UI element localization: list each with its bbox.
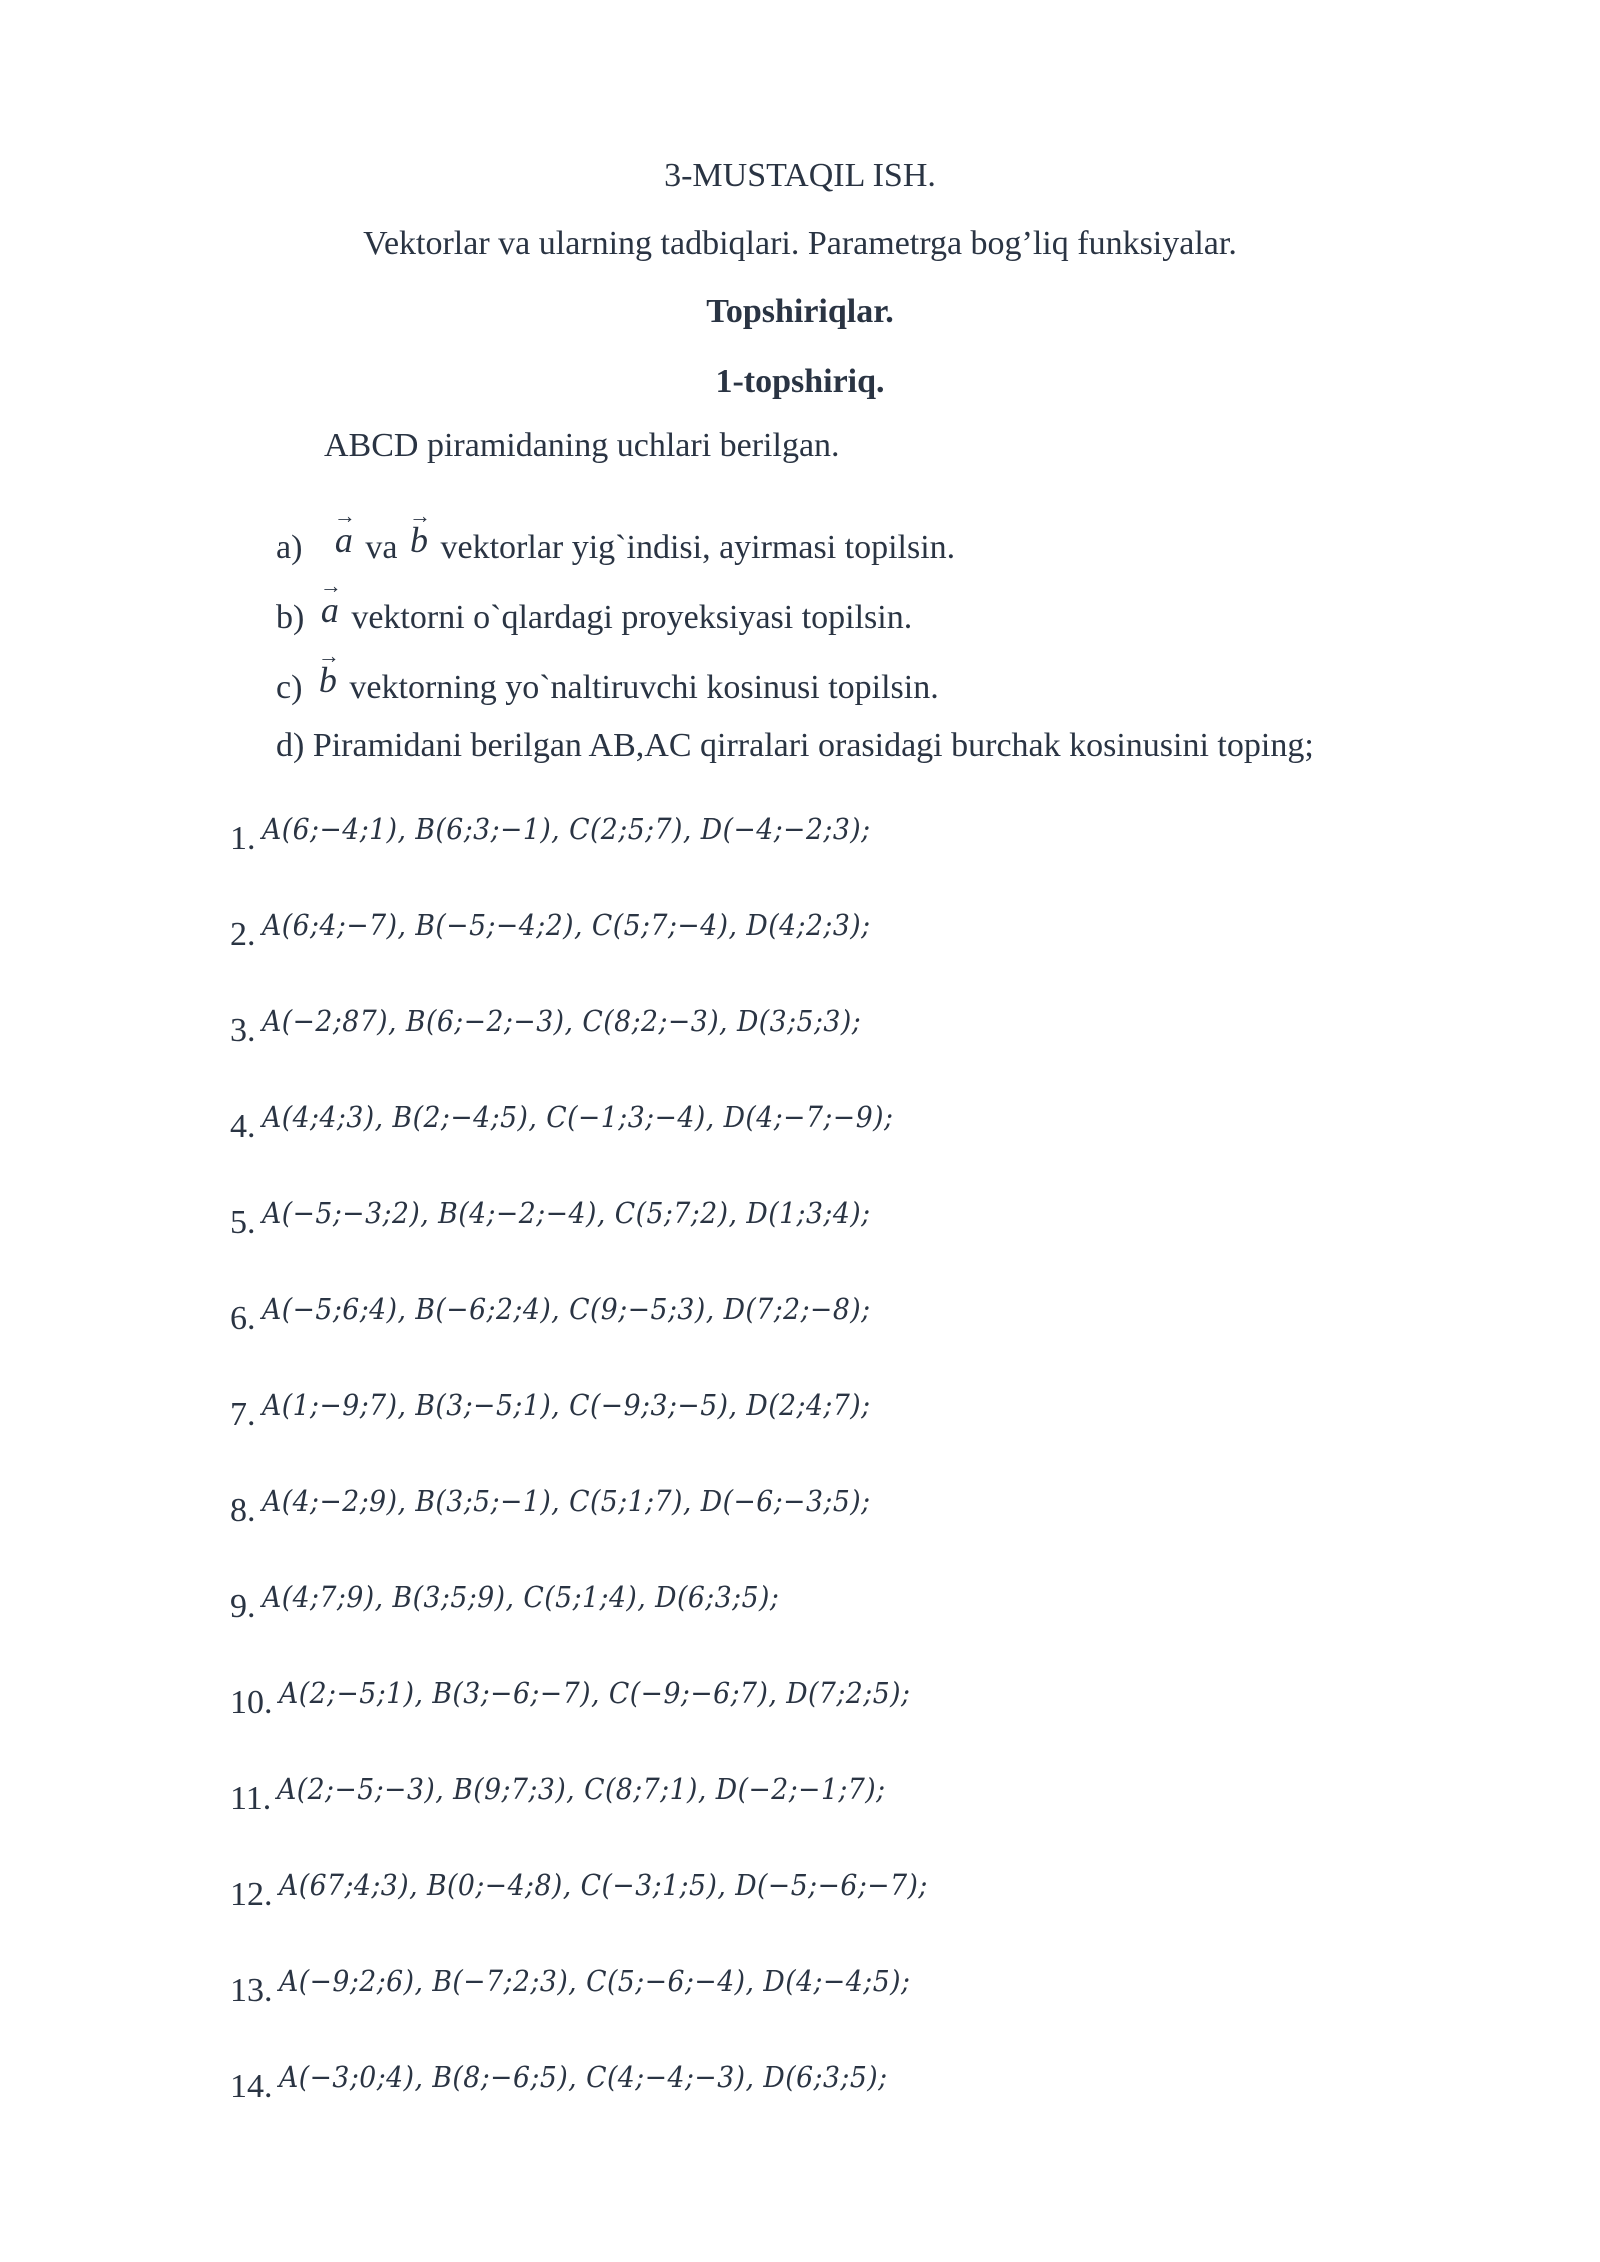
problem-points: A(−2;87), B(6;−2;−3), C(8;2;−3), D(3;5;3); bbox=[261, 1004, 861, 1038]
problem-points: A(6;−4;1), B(6;3;−1), C(2;5;7), D(−4;−2;3); bbox=[261, 812, 871, 846]
problem-points: A(−9;2;6), B(−7;2;3), C(5;−6;−4), D(4;−4;5); bbox=[278, 1964, 910, 1998]
problem-number: 2. bbox=[230, 916, 256, 953]
vector-b-symbol: → b bbox=[409, 503, 432, 560]
task-text: vektorni o`qlardagi proyeksiyasi topilsin. bbox=[351, 599, 913, 636]
problem-item bbox=[230, 1004, 913, 1051]
task-letter: d) bbox=[276, 727, 305, 764]
problem-number: 6. bbox=[230, 1300, 256, 1337]
problem-number: 12. bbox=[230, 1876, 273, 1913]
problem-item bbox=[230, 1772, 939, 1819]
problem-number: 8. bbox=[230, 1492, 256, 1529]
task-item-c bbox=[276, 643, 939, 708]
vector-a-symbol: → a bbox=[333, 503, 356, 560]
task-letter: c) bbox=[276, 669, 303, 706]
document-title: 3-MUSTAQIL ISH. bbox=[664, 157, 936, 194]
task-item-d bbox=[276, 726, 1314, 766]
task-item-a bbox=[276, 503, 956, 568]
problem-number: 4. bbox=[230, 1108, 256, 1145]
problem-number: 11. bbox=[230, 1780, 272, 1817]
arrow-icon: → bbox=[409, 503, 432, 528]
task-item-b bbox=[276, 573, 913, 638]
problem-points: A(2;−5;−3), B(9;7;3), C(8;7;1), D(−2;−1;7); bbox=[277, 1772, 886, 1806]
problem-item bbox=[230, 1484, 923, 1531]
problem-item bbox=[230, 1580, 824, 1627]
document-subtitle: Vektorlar va ularning tadbiqlari. Parametrga bog’liq funksiyalar. bbox=[363, 225, 1237, 262]
problem-points: A(−3;0;4), B(8;−6;5), C(4;−4;−3), D(6;3;5); bbox=[278, 2060, 888, 2094]
problem-number: 5. bbox=[230, 1204, 256, 1241]
task-letter: a) bbox=[276, 529, 303, 566]
vector-b-symbol: → b bbox=[317, 643, 340, 700]
problem-item bbox=[230, 908, 923, 955]
problem-item bbox=[230, 1868, 984, 1915]
problem-points: A(−5;−3;2), B(4;−2;−4), C(5;7;2), D(1;3;4); bbox=[261, 1196, 871, 1230]
task-letter: b) bbox=[276, 599, 305, 636]
problem-item bbox=[230, 1100, 948, 1147]
task-heading: 1-topshiriq. bbox=[715, 363, 885, 400]
problem-number: 10. bbox=[230, 1684, 273, 1721]
problem-number: 14. bbox=[230, 2068, 273, 2105]
problem-item bbox=[230, 1292, 923, 1339]
task-connector: va bbox=[365, 529, 398, 566]
vector-a-symbol: → a bbox=[319, 573, 342, 630]
task-text: vektorning yo`naltiruvchi kosinusi topilsin. bbox=[349, 669, 939, 706]
problem-points: A(−5;6;4), B(−6;2;4), C(9;−5;3), D(7;2;−8); bbox=[261, 1292, 871, 1326]
problem-points: A(2;−5;1), B(3;−6;−7), C(−9;−6;7), D(7;2;5); bbox=[278, 1676, 910, 1710]
problem-item bbox=[230, 2060, 940, 2107]
problem-item bbox=[230, 1964, 965, 2011]
problem-number: 3. bbox=[230, 1012, 256, 1049]
problem-number: 1. bbox=[230, 820, 256, 857]
problem-points: A(4;7;9), B(3;5;9), C(5;1;4), D(6;3;5); bbox=[261, 1580, 779, 1614]
problem-number: 7. bbox=[230, 1396, 256, 1433]
problem-item bbox=[230, 1676, 965, 1723]
problem-points: A(6;4;−7), B(−5;−4;2), C(5;7;−4), D(4;2;3); bbox=[261, 908, 871, 942]
problem-item bbox=[230, 1196, 923, 1243]
task-text: vektorlar yig`indisi, ayirmasi topilsin. bbox=[440, 529, 956, 566]
problem-number: 13. bbox=[230, 1972, 273, 2009]
problem-number: 9. bbox=[230, 1588, 256, 1625]
arrow-icon: → bbox=[333, 503, 356, 528]
problem-points: A(67;4;3), B(0;−4;8), C(−3;1;5), D(−5;−6;−7); bbox=[278, 1868, 928, 1902]
arrow-icon: → bbox=[317, 643, 340, 668]
problem-points: A(1;−9;7), B(3;−5;1), C(−9;3;−5), D(2;4;7); bbox=[261, 1388, 871, 1422]
intro-text: ABCD piramidaning uchlari berilgan. bbox=[324, 427, 840, 464]
task-text: Piramidani berilgan AB,AC qirralari orasidagi burchak kosinusini toping; bbox=[312, 727, 1314, 764]
problem-points: A(4;4;3), B(2;−4;5), C(−1;3;−4), D(4;−7;−9); bbox=[261, 1100, 893, 1134]
problem-item bbox=[230, 812, 923, 859]
section-heading: Topshiriqlar. bbox=[706, 293, 894, 330]
arrow-icon: → bbox=[319, 573, 342, 598]
problem-item bbox=[230, 1388, 923, 1435]
problem-points: A(4;−2;9), B(3;5;−1), C(5;1;7), D(−6;−3;5); bbox=[261, 1484, 871, 1518]
